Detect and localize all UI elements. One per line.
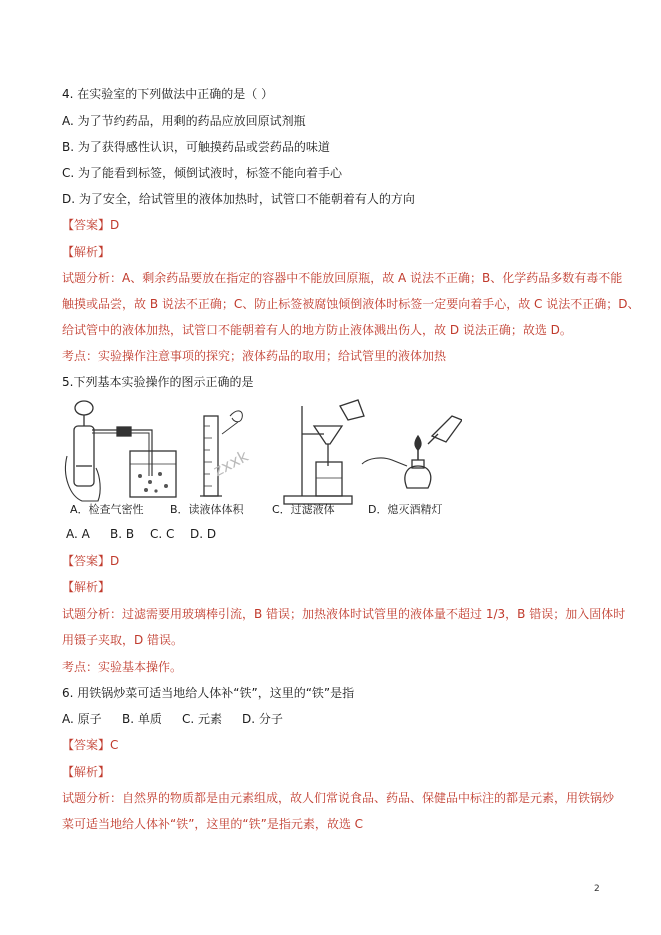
answer-label: 【答案】 [62, 554, 111, 568]
q6-stem: 6. 用铁锅炒菜可适当地给人体补“铁”，这里的“铁”是指 [62, 686, 355, 700]
answer-value: D [110, 554, 120, 568]
q4-option-d: D. 为了安全，给试管里的液体加热时，试管口不能朝着有人的方向 [62, 192, 415, 206]
q5-analysis-line-2: 用镊子夹取，D 错误。 [62, 633, 184, 647]
q4-kaodian: 考点：实验操作注意事项的探究；液体药品的取用；给试管里的液体加热 [62, 349, 447, 363]
figure-d-alcohol-lamp [362, 416, 462, 488]
figure-c-filter [284, 400, 364, 504]
answer-label: 【答案】 [62, 738, 111, 752]
answer-label: 【答案】 [62, 218, 111, 232]
q6-analysis-label: 【解析】 [62, 765, 111, 779]
figure-a-airtightness [65, 401, 176, 501]
q6-option-b: B. 单质 [122, 712, 162, 726]
q5-answer [62, 553, 119, 569]
q6-answer [62, 737, 118, 753]
q5-analysis-label: 【解析】 [62, 580, 111, 594]
q4-option-c: C. 为了能看到标签，倾倒试液时，标签不能向着手心 [62, 166, 343, 180]
q4-analysis-line-1: 试题分析：A、剩余药品要放在指定的容器中不能放回原瓶，故 A 说法不正确；B、化学药品多数有毒不能 [62, 271, 623, 285]
q5-kaodian: 考点：实验基本操作。 [62, 660, 183, 674]
q5-option-d: D. D [190, 527, 217, 541]
q4-analysis-line-2: 触摸或品尝，故 B 说法不正确；C、防止标签被腐蚀倾倒液体时标签一定要向着手心，故 C 说法不正确；D、 [62, 297, 640, 311]
q5-option-a: A. A [66, 527, 90, 541]
answer-value: D [110, 218, 120, 232]
q4-analysis-line-3: 给试管中的液体加热，试管口不能朝着有人的地方防止液体溅出伤人，故 D 说法正确；故选 D。 [62, 323, 572, 337]
q6-analysis-line-1: 试题分析：自然界的物质都是由元素组成，故人们常说食品、药品、保健品中标注的都是元素，用铁锅炒 [62, 791, 615, 805]
q4-answer [62, 217, 119, 233]
answer-value: C [110, 738, 119, 752]
figure-caption-d: D．熄灭酒精灯 [368, 503, 443, 516]
q4-analysis-label: 【解析】 [62, 245, 111, 259]
q6-option-d: D. 分子 [242, 712, 283, 726]
q4-stem: 4. 在实验室的下列做法中正确的是（ ） [62, 87, 274, 101]
watermark: zxxk [210, 446, 252, 481]
page-number: 2 [594, 884, 600, 894]
q5-option-c: C. C [150, 527, 175, 541]
q4-option-b: B. 为了获得感性认识，可触摸药品或尝药品的味道 [62, 140, 330, 154]
q6-option-a: A. 原子 [62, 712, 102, 726]
q5-stem: 5.下列基本实验操作的图示正确的是 [62, 375, 254, 389]
figure-caption-b: B．读液体体积 [170, 503, 244, 516]
q5-option-b: B. B [110, 527, 135, 541]
q5-analysis-line-1: 试题分析：过滤需要用玻璃棒引流，B 错误；加热液体时试管里的液体量不超过 1/3，B 错误；加入固体时 [62, 607, 626, 621]
q4-option-a: A. 为了节约药品，用剩的药品应放回原试剂瓶 [62, 114, 306, 128]
q6-analysis-line-2: 菜可适当地给人体补“铁”，这里的“铁”是指元素，故选 C [62, 817, 364, 831]
figure-caption-c: C．过滤液体 [272, 503, 335, 516]
q6-option-c: C. 元素 [182, 712, 223, 726]
figure-caption-a: A．检查气密性 [70, 503, 144, 516]
